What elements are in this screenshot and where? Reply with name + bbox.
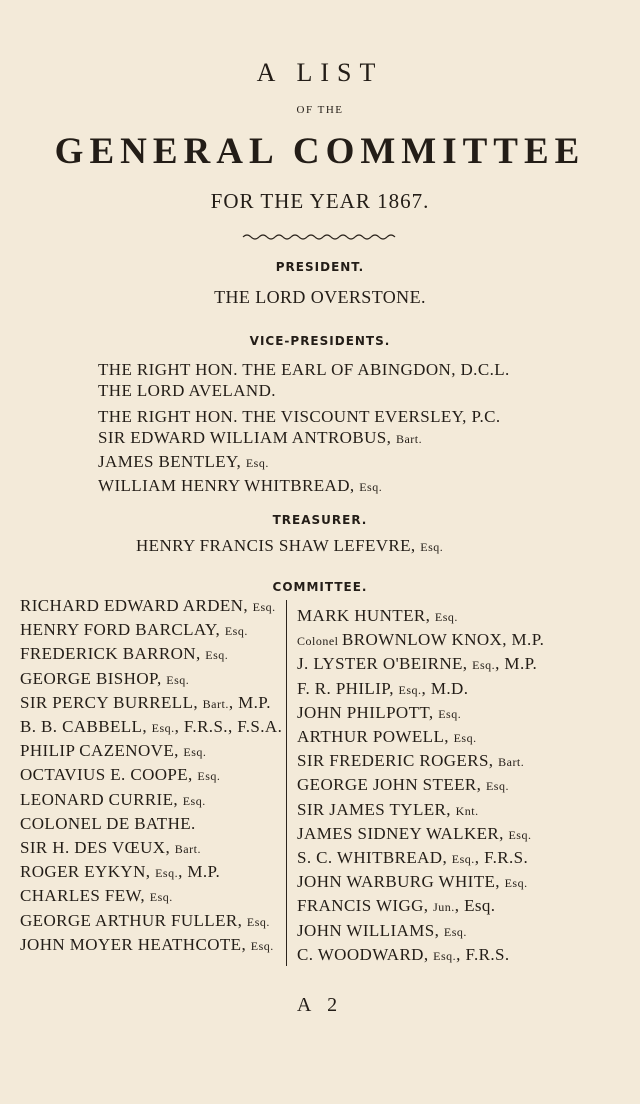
committee-member (20, 862, 220, 882)
committee-member (20, 886, 173, 906)
member-name: LEONARD CURRIE, (20, 789, 183, 809)
committee-member (297, 679, 468, 699)
column-divider (286, 600, 287, 966)
member-honours: , M.P. (228, 692, 271, 712)
member-honours: , F.R.S., F.S.A. (174, 717, 283, 736)
member-name: JOHN PHILPOTT, (297, 702, 439, 722)
member-name: SIR FREDERIC ROGERS, (297, 751, 499, 771)
member-name: OCTAVIUS E. COOPE, (20, 765, 198, 785)
member-style: Esq. (472, 658, 496, 673)
member-name: B. B. CABBELL, (20, 717, 152, 736)
of-the-line: OF THE (296, 104, 344, 116)
member-style: Esq. (252, 600, 276, 614)
committee-member (297, 630, 544, 650)
vice-president-name: THE RIGHT HON. THE EARL OF ABINGDON, D.C.L. (98, 360, 510, 379)
committee-member (297, 848, 528, 868)
member-honours: , M.P. (495, 654, 538, 674)
treasurer-suffix: Esq. (420, 540, 444, 554)
committee-member (20, 620, 248, 640)
list-title: A LIST (256, 58, 384, 87)
president-name: THE LORD OVERSTONE. (214, 287, 426, 307)
committee-member (20, 911, 270, 931)
member-style: Bart. (174, 842, 201, 856)
vice-president-suffix: Bart. (395, 432, 423, 446)
committee-heading: COMMITTEE. (272, 580, 368, 594)
member-style: Knt. (455, 803, 479, 818)
member-name: SIR PERCY BURRELL, (20, 692, 203, 712)
member-name: BROWNLOW KNOX, M.P. (342, 630, 545, 650)
member-style: Esq. (166, 672, 190, 687)
member-style: Esq. (197, 769, 221, 784)
committee-member (20, 741, 206, 761)
member-style: Esq. (504, 876, 528, 891)
committee-member (297, 727, 477, 747)
member-style: Esq. (182, 793, 206, 808)
committee-member (297, 606, 458, 626)
member-name: ARTHUR POWELL, (297, 727, 454, 746)
member-prefix: Colonel (297, 634, 342, 649)
member-style: Esq. (246, 914, 270, 929)
member-name: ROGER EYKYN, (20, 862, 156, 882)
member-name: SIR H. DES VŒUX, (20, 838, 175, 857)
vice-president-item (98, 381, 276, 401)
president-heading: PRESIDENT. (275, 260, 365, 274)
member-honours: , Esq. (454, 896, 496, 916)
member-name: FRANCIS WIGG, (297, 896, 434, 916)
member-style: Esq. (149, 890, 173, 905)
committee-member (20, 838, 201, 858)
member-name: SIR JAMES TYLER, (297, 799, 456, 819)
member-name: PHILIP CAZENOVE, (20, 741, 184, 761)
committee-member (20, 693, 271, 713)
vice-president-name: THE RIGHT HON. THE VISCOUNT EVERSLEY, P.C. (98, 407, 501, 426)
member-honours: , M.P. (178, 862, 221, 882)
committee-member (297, 654, 537, 674)
committee-member (297, 896, 495, 916)
treasurer-name (136, 536, 443, 556)
vice-president-name: SIR EDWARD WILLIAM ANTROBUS, (98, 428, 396, 447)
vice-president-suffix: Esq. (359, 480, 383, 494)
committee-member (20, 814, 196, 834)
member-style: Esq. (151, 721, 175, 735)
committee-member (20, 935, 274, 955)
committee-member (297, 800, 479, 820)
member-style: Esq. (433, 948, 457, 963)
member-name: S. C. WHITBREAD, (297, 848, 452, 867)
committee-member (20, 669, 189, 689)
member-honours: , F.R.S. (474, 848, 529, 867)
page-signature: A 2 (296, 994, 344, 1016)
committee-title: GENERAL COMMITTEE (54, 131, 586, 172)
treasurer-heading: TREASURER. (272, 513, 368, 527)
member-name: CHARLES FEW, (20, 886, 150, 906)
member-style: Esq. (224, 624, 248, 639)
vice-president-item (98, 452, 269, 472)
member-name: C. WOODWARD, (297, 944, 434, 964)
committee-member (20, 790, 206, 810)
vice-president-suffix: Esq. (245, 456, 269, 470)
vice-president-item (98, 428, 422, 448)
member-style: Esq. (453, 731, 477, 745)
vice-president-item (98, 360, 510, 380)
member-style: Esq. (398, 682, 422, 697)
committee-member (297, 945, 510, 965)
member-name: GEORGE BISHOP, (20, 668, 167, 688)
member-style: Esq. (250, 938, 274, 953)
committee-member (20, 596, 276, 616)
member-name: GEORGE JOHN STEER, (297, 775, 486, 795)
member-name: JOHN WILLIAMS, (297, 920, 444, 940)
member-honours: , M.D. (421, 678, 469, 698)
member-style: Esq. (485, 779, 509, 794)
member-style: Esq. (451, 852, 475, 866)
member-name: JAMES SIDNEY WALKER, (297, 823, 509, 843)
member-name: COLONEL DE BATHE. (20, 813, 196, 833)
member-style: Esq. (508, 827, 532, 842)
member-name: F. R. PHILIP, (297, 678, 399, 698)
member-name: GEORGE ARTHUR FULLER, (20, 910, 247, 930)
vice-president-item (98, 407, 500, 427)
committee-member (297, 703, 461, 723)
member-name: RICHARD EDWARD ARDEN, (20, 596, 253, 615)
member-name: JOHN MOYER HEATHCOTE, (20, 934, 251, 954)
committee-member (20, 644, 228, 664)
member-name: J. LYSTER O'BEIRNE, (297, 654, 473, 674)
member-name: JOHN WARBURG WHITE, (297, 872, 505, 892)
year-line: FOR THE YEAR 1867. (210, 189, 430, 213)
committee-member (297, 872, 528, 892)
member-style: Esq. (443, 924, 467, 939)
vice-president-item (98, 476, 382, 496)
member-style: Bart. (202, 696, 229, 711)
member-name: FREDERICK BARRON, (20, 644, 206, 664)
member-style: Bart. (498, 755, 525, 770)
member-style: Jun. (433, 900, 455, 915)
vice-president-name: THE LORD AVELAND. (98, 381, 276, 400)
member-name: MARK HUNTER, (297, 606, 435, 625)
committee-member (297, 921, 467, 941)
member-name: HENRY FORD BARCLAY, (20, 620, 225, 640)
member-style: Esq. (183, 745, 207, 760)
committee-member (297, 824, 531, 844)
member-style: Esq. (434, 610, 458, 624)
member-style: Esq. (438, 706, 462, 721)
treasurer-name-main: HENRY FRANCIS SHAW LEFEVRE, (136, 536, 421, 555)
member-style: Esq. (205, 648, 229, 663)
committee-member (20, 765, 220, 785)
committee-member (297, 751, 524, 771)
member-style: Esq. (155, 866, 179, 881)
committee-member (297, 775, 509, 795)
wavy-rule-ornament (241, 232, 399, 242)
vice-president-name: JAMES BENTLEY, (98, 452, 246, 471)
committee-member (20, 717, 282, 737)
vice-president-name: WILLIAM HENRY WHITBREAD, (98, 476, 360, 495)
member-honours: , F.R.S. (456, 944, 510, 964)
vice-presidents-heading: VICE-PRESIDENTS. (249, 334, 391, 348)
